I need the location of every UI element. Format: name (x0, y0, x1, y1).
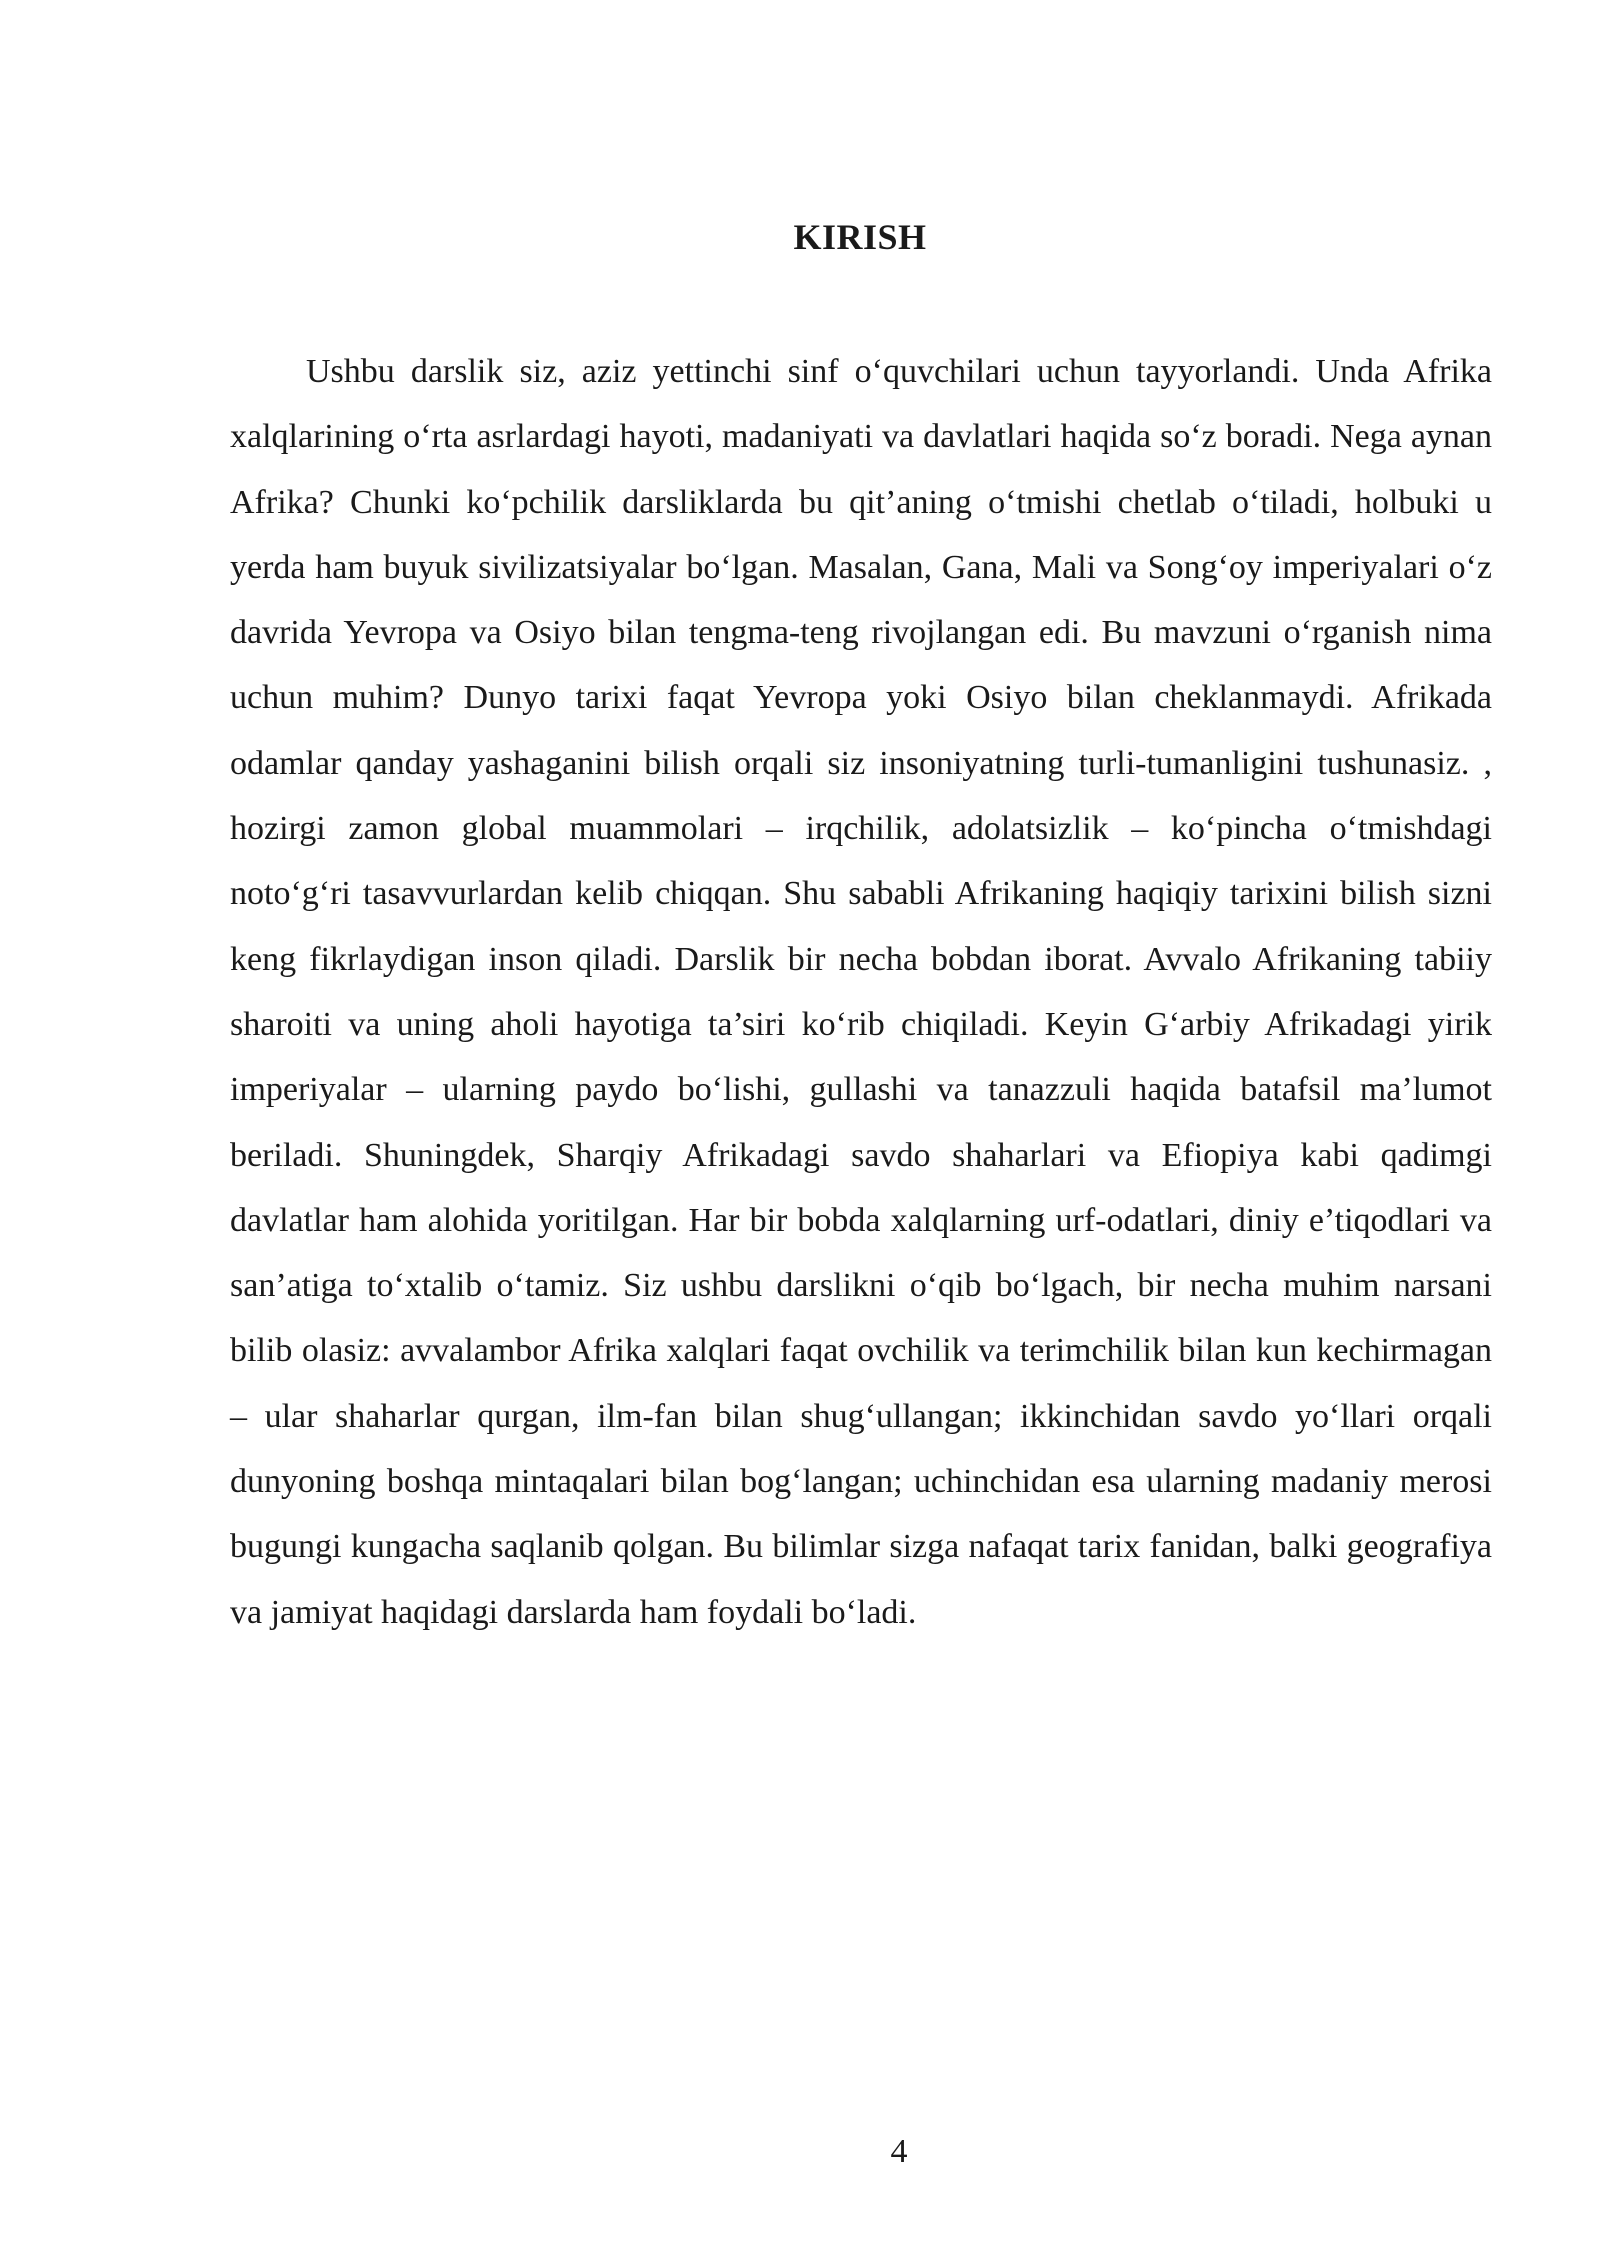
introduction-paragraph: Ushbu darslik siz, aziz yettinchi sinf o‘quvchilari uchun tayyorlandi. Unda Afrika xalqlarining o‘rta asrlardagi hayoti, madaniyati va davlatlari haqida so‘z boradi. Nega aynan Afrika? Chunki ko‘pchilik darsliklarda bu qit’aning o‘tmishi chetlab o‘tiladi, holbuki u yerda ham buyuk sivilizatsiyalar bo‘lgan. Masalan, Gana, Mali va Song‘oy imperiyalari o‘z davrida Yevropa va Osiyo bilan tengma-teng rivojlangan edi. Bu mavzuni o‘rganish nima uchun muhim? Dunyo tarixi faqat Yevropa yoki Osiyo bilan cheklanmaydi. Afrikada odamlar qanday yashaganini bilish orqali siz insoniyatning turli-tumanligini tushunasiz. , hozirgi zamon global muammolari – irqchilik, adolatsizlik – ko‘pincha o‘tmishdagi noto‘g‘ri tasavvurlardan kelib chiqqan. Shu sababli Afrikaning haqiqiy tarixini bilish sizni keng fikrlaydigan inson qiladi. Darslik bir necha bobdan iborat. Avvalo Afrikaning tabiiy sharoiti va uning aholi hayotiga ta’siri ko‘rib chiqiladi. Keyin G‘arbiy Afrikadagi yirik imperiyalar – ularning paydo bo‘lishi, gullashi va tanazzuli haqida batafsil ma’lumot beriladi. Shuningdek, Sharqiy Afrikadagi savdo shaharlari va Efiopiya kabi qadimgi davlatlar ham alohida yoritilgan. Har bir bobda xalqlarning urf-odatlari, diniy e’tiqodlari va san’atiga to‘xtalib o‘tamiz. Siz ushbu darslikni o‘qib bo‘lgach, bir necha muhim narsani bilib olasiz: avvalambor Afrika xalqlari faqat ovchilik va terimchilik bilan kun kechirmagan – ular shaharlar qurgan, ilm-fan bilan shug‘ullangan; ikkinchidan savdo yo‘llari orqali dunyoning boshqa mintaqalari bilan bog‘langan; uchinchidan esa ularning madaniy merosi bugungi kungacha saqlanib qolgan. Bu bilimlar sizga nafaqat tarix fanidan, balki geografiya va jamiyat haqidagi darslarda ham foydali bo‘ladi. (230, 353, 1492, 1631)
page-title: KIRISH (793, 217, 927, 257)
page-number: 4 (890, 2133, 908, 2170)
